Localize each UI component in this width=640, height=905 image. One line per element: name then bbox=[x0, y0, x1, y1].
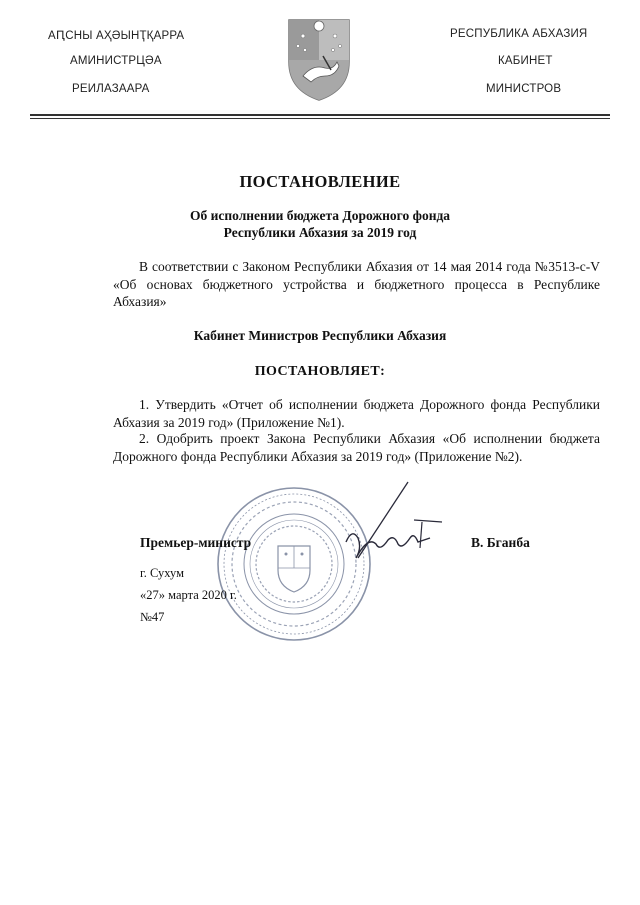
signatory-position: Премьер-министр bbox=[140, 535, 252, 550]
header-left-line-2: АМИНИСТРЦӘА bbox=[70, 55, 162, 67]
header-right-line-1: РЕСПУБЛИКА АБХАЗИЯ bbox=[450, 28, 588, 40]
decree-heading: ПОСТАНОВЛЯЕТ: bbox=[254, 364, 386, 379]
decree-item-2-text: 2. Одобрить проект Закона Республики Абхазия «Об исполнении бюджета Дорожного фонда Республики Абхазия за 2019 год» (Приложение №2). bbox=[113, 431, 600, 464]
header-divider-thick bbox=[30, 114, 610, 116]
document-title: ПОСТАНОВЛЕНИЕ bbox=[239, 172, 401, 191]
document-number: №47 bbox=[140, 610, 165, 624]
header-left-line-3: РЕИЛАЗААРА bbox=[72, 83, 150, 95]
header-divider-thin bbox=[30, 118, 610, 119]
subtitle-line-2: Республики Абхазия за 2019 год bbox=[223, 225, 417, 240]
decree-item-1 bbox=[113, 396, 600, 431]
header-left-line-1: АԤСНЫ АҲӘЫНҬҚАРРА bbox=[48, 30, 185, 42]
issue-city: г. Сухум bbox=[140, 566, 185, 580]
preamble-text: В соответствии с Законом Республики Абхазия от 14 мая 2014 года №3513-с-V «Об основах бюджетного устройства и бюджетного процесса в Республике Абхазия» bbox=[113, 259, 600, 309]
issue-date: «27» марта 2020 г. bbox=[140, 588, 237, 602]
decree-item-1-text: 1. Утвердить «Отчет об исполнении бюджета Дорожного фонда Республики Абхазия за 2019 год» (Приложение №1). bbox=[113, 397, 600, 430]
document-subtitle bbox=[0, 207, 640, 241]
signatory-name: В. Бганба bbox=[471, 535, 530, 550]
header-right-line-2: КАБИНЕТ bbox=[498, 55, 553, 67]
header-right-line-3: МИНИСТРОВ bbox=[486, 83, 562, 95]
authority-line: Кабинет Министров Республики Абхазия bbox=[193, 328, 447, 343]
coat-of-arms-emblem bbox=[283, 16, 355, 102]
subtitle-line-1: Об исполнении бюджета Дорожного фонда bbox=[189, 208, 451, 223]
decree-item-2 bbox=[113, 430, 600, 465]
handwritten-signature bbox=[318, 478, 448, 578]
preamble-paragraph bbox=[113, 258, 600, 311]
